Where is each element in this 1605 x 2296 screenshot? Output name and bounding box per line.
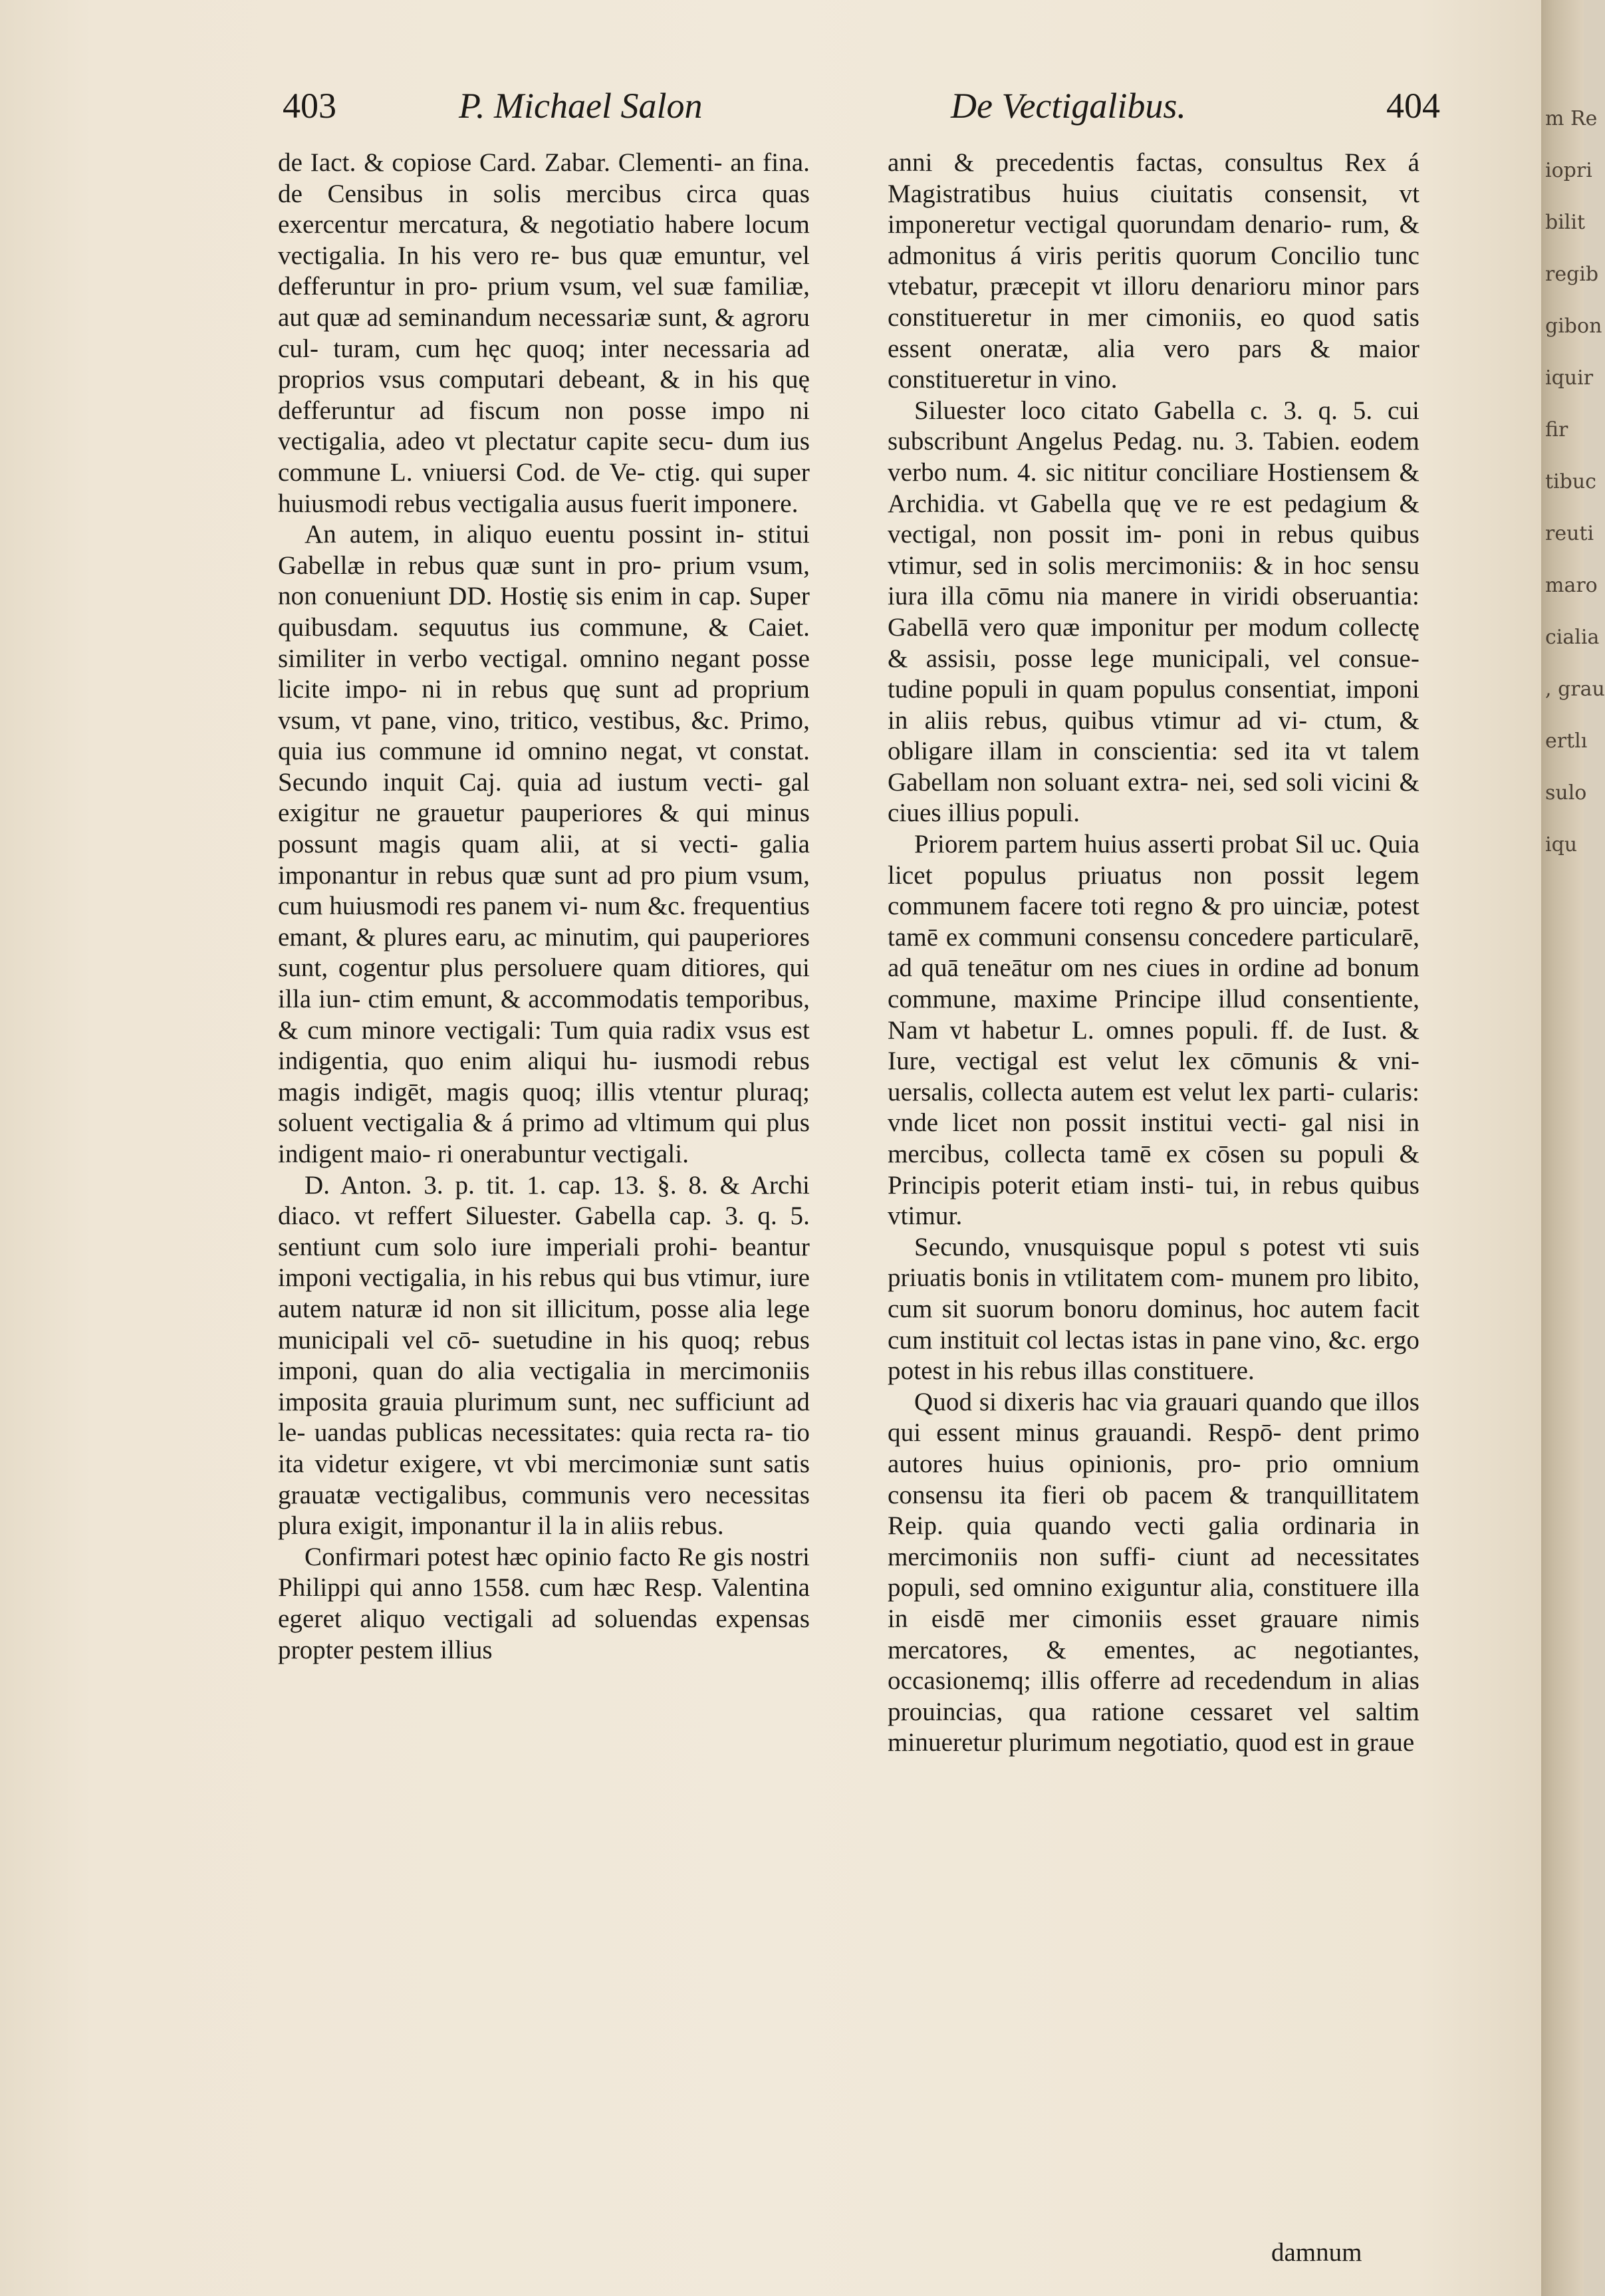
text-column-right: [888, 148, 1420, 1759]
paragraph: Quod si dixeris hac via grauari quando que illos qui essent minus grauandi. Respō- dent primo autores huius opinionis, pro- prio omnium consensu ita fieri ob pacem & tranquillitatem Reip. quia quando vecti galia ordinaria in mercimoniis non suffi- ciunt ad necessitates populi, sed omnino exiguntur alia, constituere illa in eisdē mer cimoniis esset grauare nimis mercatores, & ementes, ac negotiantes, occasionemq; illis offerre ad recedendum in alias prouincias, qua ratione cessaret vel saltim minueretur plurimum negotiatio, quod est in graue: [888, 1387, 1420, 1757]
edge-fragment: gibon: [1545, 315, 1602, 338]
running-title-right: De Vectigalibus.: [951, 86, 1186, 126]
edge-fragment: m Re: [1545, 107, 1598, 130]
edge-fragment: fir: [1545, 418, 1568, 442]
edge-fragment: tibuc: [1545, 470, 1596, 493]
text-column-left: [278, 148, 810, 1666]
page-number-right: 404: [1386, 86, 1440, 126]
paragraph: Confirmari potest hæc opinio facto Re gis nostri Philippi qui anno 1558. cum hæc Resp. Valentina egeret aliquo vectigali ad soluendas expensas propter pestem illius: [278, 1542, 810, 1664]
paragraph: Priorem partem huius asserti probat Sil uc. Quia licet populus priuatus non possit legem communem facere toti regno & pro uinciæ, potest tamē ex communi consensu concedere particularē, ad quā teneātur om nes ciues in ordine ad bonum commune, maxime Principe illud consentiente, Nam vt habetur L. omnes populi. ff. de Iust. & Iure, vectigal est velut lex cōmunis & vni- uersalis, collecta autem est velut lex parti- cularis: vnde licet non possit institui vecti- gal nisi in mercibus, collecta tamē ex cōsen su populi & Principis poterit etiam insti- tui, in rebus quibus vtimur.: [888, 830, 1420, 1231]
paragraph: Siluester loco citato Gabella c. 3. q. 5. cui subscribunt Angelus Pedag. nu. 3. Tabien. eodem verbo num. 4. sic nititur conciliare Hostiensem & Archidia. vt Gabella quę ve re est pedagium & vectigal, non possit im- poni in rebus quibus vtimur, sed in solis mercimoniis: & in hoc sensu iura illa cōmu nia manere in viridi obseruantia: Gabellā vero quæ imponitur per modum collectę & assisiı, posse lege municipali, vel consue- tudine populi in quam populus consentiat, imponi in aliis rebus, quibus vtimur ad vi- ctum, & obligare illam in conscientia: sed ita vt talem Gabellam non soluant extra- nei, sed soli vicini & ciues illius populi.: [888, 396, 1420, 828]
catchword: damnum: [1271, 2238, 1362, 2267]
edge-fragment: , grau: [1545, 678, 1605, 701]
edge-fragment: iopri: [1545, 159, 1592, 182]
edge-fragment: iquir: [1545, 366, 1594, 390]
paragraph: de Iact. & copiose Card. Zabar. Clementi- an fina. de Censibus in solis mercibus circa quas exercentur mercatura, & negotiatio habere locum vectigalia. In his vero re- bus quæ emuntur, vel defferuntur in pro- prium vsum, vel suæ familiæ, aut quæ ad seminandum necessariæ sunt, & agroru cul- turam, cum hęc quoq; inter necessaria ad proprios vsus computari debeant, & in his quę defferuntur ad fiscum non posse impo ni vectigalia, adeo vt plectatur capite secu- dum ius commune L. vniuersi Cod. de Ve- ctig. qui super huiusmodi rebus vectigalia ausus fuerit imponere.: [278, 148, 810, 518]
running-title-left: P. Michael Salon: [459, 86, 703, 126]
adjacent-page-edge: [1541, 0, 1605, 2296]
page-number-left: 403: [283, 86, 336, 126]
running-header: [0, 85, 1541, 132]
paragraph: D. Anton. 3. p. tit. 1. cap. 13. §. 8. & Archi diaco. vt reffert Siluester. Gabella cap. 3. q. 5. sentiunt cum solo iure imperiali prohi- beantur imponi vectigalia, in his rebus qui bus vtimur, iure autem naturæ id non sit illicitum, posse alia lege municipali vel cō- suetudine in his quoq; rebus imponi, quan do alia vectigalia in mercimoniis imposita grauia plurimum sunt, nec sufficiunt ad le- uandas publicas necessitates: quia recta ra- tio ita videtur exigere, vt vbi mercimoniæ sunt satis grauatæ vectigalibus, communis vero necessitas plura exigit, imponantur il la in aliis rebus.: [278, 1170, 810, 1541]
paragraph: Secundo, vnusquisque popul s potest vti suis priuatis bonis in vtilitatem com- munem pro libito, cum sit suorum bonoru dominus, hoc autem facit cum instituit col lectas istas in pane vino, &c. ergo potest in his rebus illas constituere.: [888, 1232, 1420, 1386]
adjacent-page-fragments: [1545, 93, 1605, 871]
edge-fragment: iqu: [1545, 833, 1578, 856]
paragraph: anni & precedentis factas, consultus Rex á Magistratibus huius ciuitatis consensit, vt imponeretur vectigal quorundam denario- rum, & admonitus á viris peritis quorum Concilio tunc vtebatur, præcepit vt illoru denarioru minor pars constitueretur in mer cimoniis, eo quod satis essent oneratæ, alia vero pars & maior constitueretur in vino.: [888, 148, 1420, 394]
edge-fragment: maro: [1545, 574, 1598, 597]
edge-fragment: bilit: [1545, 211, 1586, 234]
edge-fragment: sulo: [1545, 781, 1587, 805]
edge-fragment: cialia: [1545, 626, 1600, 649]
edge-fragment: reuti: [1545, 522, 1594, 545]
paragraph: An autem, in aliquo euentu possint in- stitui Gabellæ in rebus quæ sunt in pro- prium vsum, non conueniunt DD. Hostię sis enim in cap. Super quibusdam. sequutus ius commune, & Caiet. similiter in verbo vectigal. omnino negant posse licite impo- ni in rebus quę sunt ad proprium vsum, vt pane, vino, tritico, vestibus, &c. Primo, quia ius commune id omnino negat, vt constat. Secundo inquit Caj. quia ad iustum vecti- gal exigitur ne grauetur pauperiores & qui minus possunt magis quam alii, at si vecti- galia imponantur in rebus quæ sunt ad pro pium vsum, cum huiusmodi res panem vi- num &c. frequentius emant, & plures earu, ac minutim, qui pauperiores sunt, cogentur plus persoluere quam ditiores, qui illa iun- ctim emunt, & accommodatis temporibus, & cum minore vectigali: Tum quia radix vsus est indigentia, quo enim aliqui hu- iusmodi rebus magis indigēt, magis quoq; illis vtentur pluraq; soluent vectigalia & á primo ad vltimum qui plus indigent maio- ri onerabuntur vectigali.: [278, 520, 810, 1168]
edge-fragment: regib: [1545, 263, 1599, 286]
edge-fragment: ertlı: [1545, 729, 1588, 753]
